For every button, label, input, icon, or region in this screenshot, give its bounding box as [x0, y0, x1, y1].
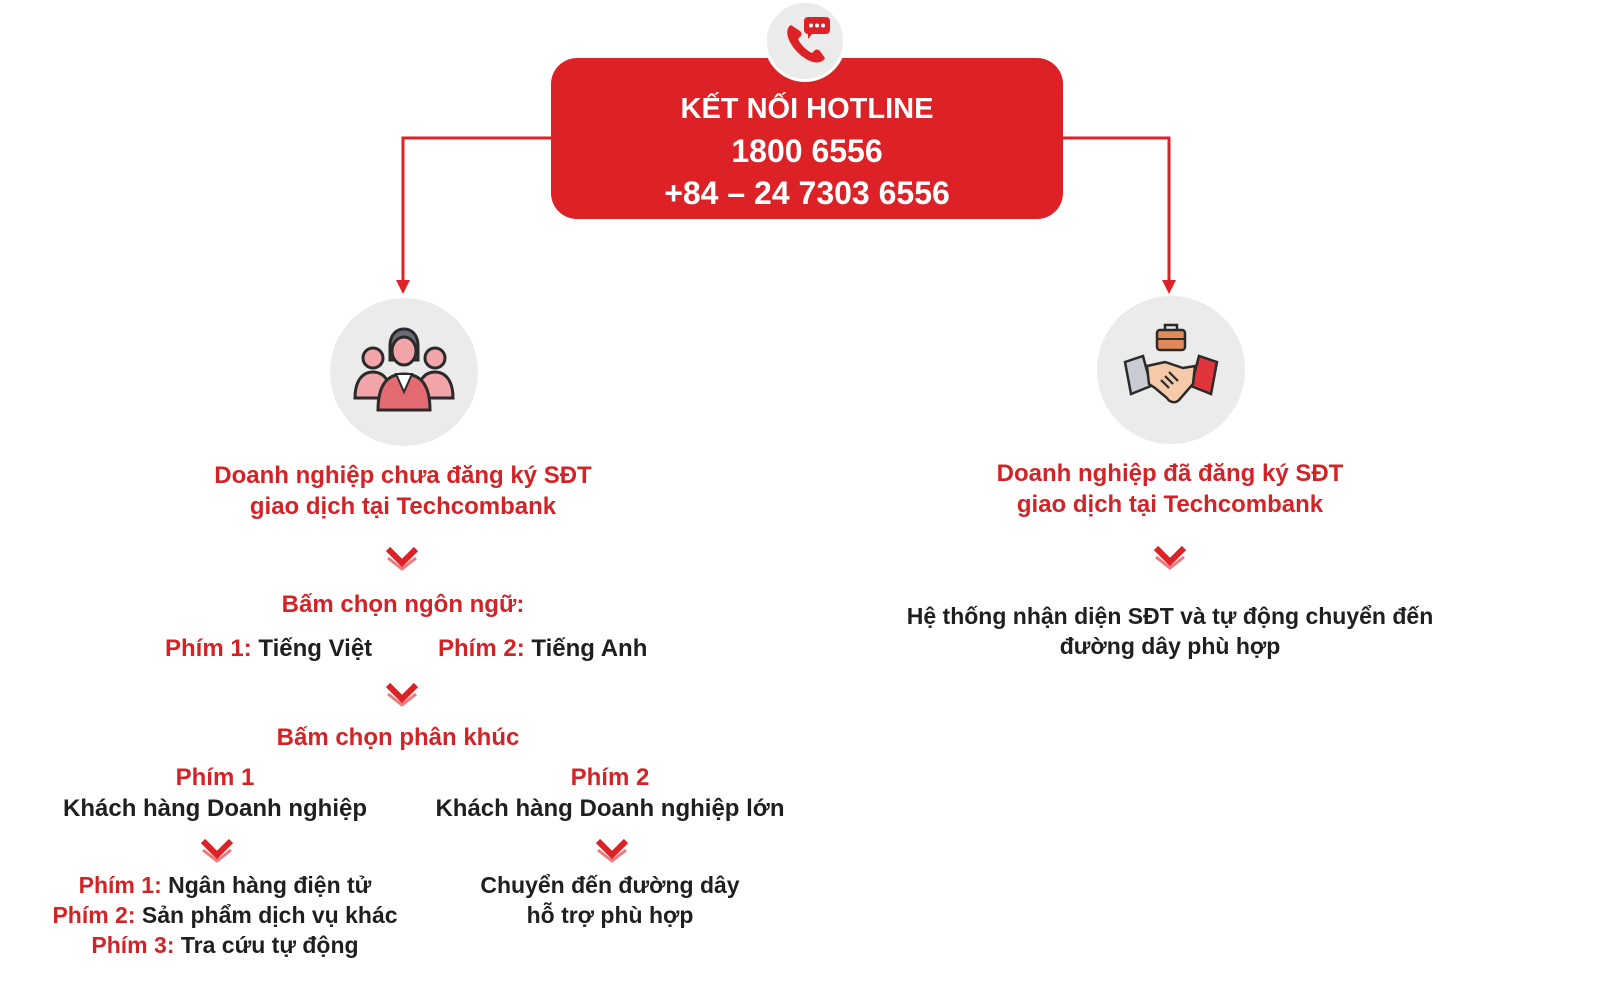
- chevron-down-icon: [595, 837, 629, 863]
- language-step-title: Bấm chọn ngôn ngữ:: [281, 591, 525, 618]
- segment-step-title: Bấm chọn phân khúc: [276, 724, 520, 751]
- sub-option-1: [20, 870, 430, 900]
- right-connector: [1062, 138, 1169, 282]
- right-heading-line-1: Doanh nghiệp đã đăng ký SĐT: [996, 460, 1344, 487]
- language-option-1-key: Phím 1:: [165, 635, 252, 662]
- language-option-1: [165, 633, 372, 664]
- left-arrowhead: [396, 280, 410, 294]
- sub-option-3-key: Phím 3:: [91, 932, 175, 958]
- right-result: [870, 601, 1470, 661]
- segment-2-result: [430, 870, 790, 930]
- chevron-down-icon: [385, 681, 419, 707]
- chevron-down-icon: [385, 545, 419, 571]
- chevron-down-icon: [1153, 544, 1187, 570]
- segment-1-label: Khách hàng Doanh nghiệp: [63, 795, 367, 822]
- segment-1-sub-options: [20, 870, 430, 960]
- right-result-line-2: đường dây phù hợp: [1059, 633, 1281, 659]
- left-heading-line-2: giao dịch tại Techcombank: [249, 493, 557, 520]
- sub-option-3: [20, 930, 430, 960]
- language-option-2-key: Phím 2:: [438, 635, 525, 662]
- left-heading: [203, 460, 603, 522]
- segment-2-label: Khách hàng Doanh nghiệp lớn: [435, 795, 785, 822]
- segment-1-key: Phím 1: [175, 764, 255, 791]
- right-heading-line-2: giao dịch tại Techcombank: [1016, 491, 1324, 518]
- right-heading: [970, 458, 1370, 520]
- segment-2-key: Phím 2: [570, 764, 650, 791]
- phone-chat-icon: [764, 0, 846, 82]
- sub-option-2-key: Phím 2:: [52, 902, 136, 928]
- people-group-icon: [330, 298, 478, 446]
- segment-2-result-line-2: hỗ trợ phù hợp: [526, 902, 694, 928]
- chevron-down-icon: [200, 837, 234, 863]
- segment-1: [40, 762, 390, 824]
- sub-option-2-label: Sản phẩm dịch vụ khác: [141, 902, 398, 928]
- segment-2-result-line-1: Chuyển đến đường dây: [480, 872, 740, 898]
- left-heading-line-1: Doanh nghiệp chưa đăng ký SĐT: [214, 462, 592, 489]
- hotline-number-1: 1800 6556: [731, 133, 883, 169]
- segment-2: [410, 762, 810, 824]
- hotline-title: KẾT NỐI HOTLINE: [680, 93, 934, 125]
- hotline-box: [551, 58, 1063, 219]
- hotline-number-2: +84 – 24 7303 6556: [664, 175, 950, 211]
- right-arrowhead: [1162, 280, 1176, 294]
- sub-option-1-label: Ngân hàng điện tử: [168, 872, 372, 898]
- sub-option-2: [20, 900, 430, 930]
- right-result-line-1: Hệ thống nhận diện SĐT và tự động chuyển đến: [906, 603, 1434, 629]
- language-option-2: [438, 633, 647, 664]
- handshake-briefcase-icon: [1097, 296, 1245, 444]
- language-option-2-label: Tiếng Anh: [531, 635, 648, 662]
- sub-option-1-key: Phím 1:: [78, 872, 162, 898]
- sub-option-3-label: Tra cứu tự động: [180, 932, 359, 958]
- left-connector: [403, 138, 552, 282]
- language-option-1-label: Tiếng Việt: [258, 635, 373, 662]
